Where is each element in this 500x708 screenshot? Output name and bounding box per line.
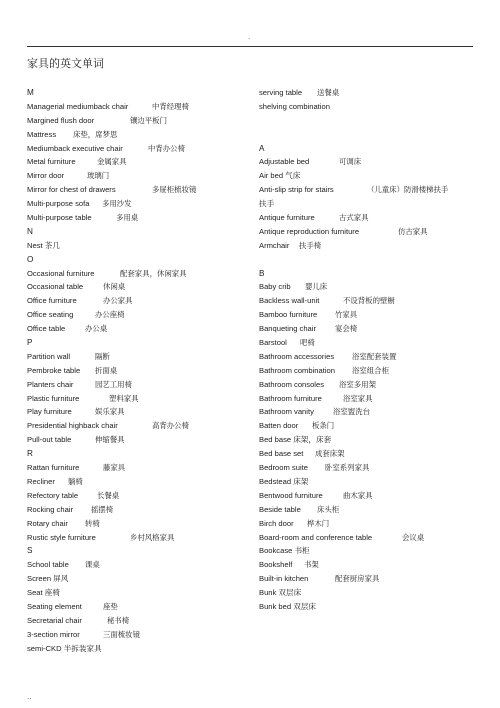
english-term: Bookshelf xyxy=(259,560,293,570)
chinese-term: 可调床 xyxy=(339,157,362,167)
chinese-term: 娱乐家具 xyxy=(95,407,125,417)
vocab-entry xyxy=(27,322,242,336)
english-term: P xyxy=(27,338,33,348)
vocab-entry xyxy=(259,447,474,461)
chinese-term: 浴室盥洗台 xyxy=(333,407,370,417)
vocab-entry xyxy=(27,128,242,142)
chinese-term: 办公座椅 xyxy=(95,310,125,320)
english-term: Occasional table xyxy=(27,282,84,292)
chinese-term: 浴室家具 xyxy=(343,393,373,403)
vocab-entry xyxy=(27,433,242,447)
section-letter xyxy=(27,336,242,350)
english-term: Banqueting chair xyxy=(259,324,316,334)
english-term: Seating element xyxy=(27,601,82,611)
vocab-entry xyxy=(259,572,474,586)
english-term: Bathroom furniture xyxy=(259,393,322,403)
chinese-term: 床头柜 xyxy=(317,504,340,514)
vocab-entry xyxy=(259,544,474,558)
chinese-term: 卧室系列家具 xyxy=(325,463,370,473)
chinese-term: 座垫 xyxy=(103,601,118,611)
spacer xyxy=(259,128,474,142)
chinese-term: 休闲桌 xyxy=(103,282,126,292)
vocab-entry xyxy=(259,336,474,350)
vocab-entry xyxy=(259,350,474,364)
vocab-entry xyxy=(27,183,242,197)
page-title: 家具的英文单词 xyxy=(27,57,104,70)
english-term: shelving combination xyxy=(259,101,330,111)
section-letter xyxy=(259,267,474,281)
footer-mark: .. xyxy=(27,692,32,701)
vocab-entry xyxy=(27,572,242,586)
english-term: Anti-slip strip for stairs xyxy=(259,185,334,195)
chinese-term: 藤家具 xyxy=(103,463,126,473)
vocab-entry xyxy=(259,197,474,211)
vocab-entry xyxy=(259,280,474,294)
chinese-term: 折面桌 xyxy=(95,365,118,375)
vocab-entry xyxy=(27,558,242,572)
vocab-entry xyxy=(27,169,242,183)
english-term: Bathroom combination xyxy=(259,365,335,375)
vocab-entry xyxy=(259,503,474,517)
english-term: Office table xyxy=(27,324,66,334)
chinese-term: 高背办公椅 xyxy=(152,421,189,431)
english-term: 3-section mirror xyxy=(27,629,80,639)
vocab-entry xyxy=(27,155,242,169)
english-term: S xyxy=(27,546,33,556)
chinese-term: 多用沙发 xyxy=(102,199,132,209)
chinese-term: 长餐桌 xyxy=(97,490,120,500)
chinese-term: 成套床架 xyxy=(315,449,345,459)
vocab-entry xyxy=(259,239,474,253)
chinese-term: 转椅 xyxy=(85,518,100,528)
english-term: B xyxy=(259,268,265,278)
vocab-entry xyxy=(27,378,242,392)
english-term: M xyxy=(27,88,34,97)
english-term: Armchair xyxy=(259,240,290,250)
chinese-term: 摇摆椅 xyxy=(91,504,114,514)
chinese-term: 浴室组合柜 xyxy=(352,365,389,375)
vocab-entry xyxy=(27,461,242,475)
chinese-term: 多用桌 xyxy=(116,213,139,223)
chinese-term: 秘书椅 xyxy=(107,615,130,625)
english-term: Adjustable bed xyxy=(259,157,310,167)
vocab-entry xyxy=(27,392,242,406)
chinese-term: 办公家具 xyxy=(103,296,133,306)
chinese-term: 婴儿床 xyxy=(305,282,328,292)
vocab-entry xyxy=(259,378,474,392)
section-letter xyxy=(27,225,242,239)
vocab-entry xyxy=(259,322,474,336)
english-term: Play furniture xyxy=(27,407,72,417)
header-rule xyxy=(27,46,473,47)
chinese-term: 扶手椅 xyxy=(299,240,322,250)
section-letter xyxy=(27,447,242,461)
vocab-entry xyxy=(259,86,474,100)
english-term: Mirror for chest of drawers xyxy=(27,185,116,195)
english-term: Presidential highback chair xyxy=(27,421,118,431)
english-term: Managerial mediumback chair xyxy=(27,101,129,111)
english-term: Multi-purpose table xyxy=(27,213,92,223)
chinese-term: 竹家具 xyxy=(335,310,358,320)
english-term: Backless wall-unit xyxy=(259,296,320,306)
english-term: Rattan furniture xyxy=(27,463,80,473)
vocab-entry xyxy=(27,239,242,253)
chinese-term: 办公桌 xyxy=(85,324,108,334)
english-term: Rotary chair xyxy=(27,518,68,528)
english-term: Bedstead 床架 xyxy=(259,476,309,486)
english-term: A xyxy=(259,143,265,153)
vocab-entry xyxy=(27,308,242,322)
chinese-term: 配套厨房家具 xyxy=(335,574,380,584)
english-term: Bunk 双层床 xyxy=(259,588,302,598)
vocab-entry xyxy=(27,531,242,545)
chinese-term: 不设背板的壁橱 xyxy=(343,296,395,306)
english-term: Birch door xyxy=(259,518,294,528)
section-letter xyxy=(27,253,242,267)
vocab-entry xyxy=(259,419,474,433)
vocab-entry xyxy=(27,267,242,281)
vocab-entry xyxy=(27,586,242,600)
vocab-entry xyxy=(259,364,474,378)
english-term: Pembroke table xyxy=(27,365,81,375)
section-letter xyxy=(259,142,474,156)
spacer xyxy=(259,253,474,267)
english-term: Antique furniture xyxy=(259,213,315,223)
vocab-entry xyxy=(27,114,242,128)
english-term: Bathroom consoles xyxy=(259,379,325,389)
chinese-term: 伸缩餐具 xyxy=(95,435,125,445)
chinese-term: 塑料家具 xyxy=(109,393,139,403)
vocab-entry xyxy=(259,586,474,600)
vocab-entry xyxy=(259,558,474,572)
chinese-term: 浴室多用架 xyxy=(339,379,376,389)
english-term: Mirror door xyxy=(27,171,65,181)
english-term: Metal furniture xyxy=(27,157,76,167)
english-term: Bamboo furniture xyxy=(259,310,318,320)
english-term: Mediumback executive chair xyxy=(27,143,123,153)
english-term: N xyxy=(27,226,33,236)
chinese-term: 中背经理椅 xyxy=(152,101,189,111)
chinese-term: （儿童床）防滑楼梯扶手 xyxy=(367,185,449,195)
vocab-entry xyxy=(27,350,242,364)
vocab-entry xyxy=(259,100,474,114)
vocab-entry xyxy=(259,211,474,225)
english-term: O xyxy=(27,254,34,264)
vocab-entry xyxy=(259,155,474,169)
vocab-entry xyxy=(259,517,474,531)
vocab-entry xyxy=(259,308,474,322)
vocab-entry xyxy=(27,405,242,419)
vocab-entry xyxy=(259,183,474,197)
chinese-term: 书架 xyxy=(304,560,319,570)
chinese-term: 三面梳妆镜 xyxy=(103,629,140,639)
chinese-term: 板条门 xyxy=(312,421,335,431)
vocab-entry xyxy=(259,433,474,447)
english-term: Secretarial chair xyxy=(27,615,82,625)
english-term: Margined flush door xyxy=(27,115,95,125)
chinese-term: 中背办公椅 xyxy=(148,143,185,153)
english-term: semi-CKD 半拆装家具 xyxy=(27,643,102,653)
vocab-entry xyxy=(27,294,242,308)
vocab-entry xyxy=(259,392,474,406)
english-term: Bedroom suite xyxy=(259,463,308,473)
vocab-entry xyxy=(27,614,242,628)
english-term: Batten door xyxy=(259,421,299,431)
vocab-entry xyxy=(27,211,242,225)
vocab-entry xyxy=(27,517,242,531)
english-term: Rocking chair xyxy=(27,504,74,514)
vocab-entry xyxy=(27,628,242,642)
vocab-entry xyxy=(27,419,242,433)
english-term: Nest 茶几 xyxy=(27,240,60,250)
english-term: Air bed 气床 xyxy=(259,171,301,181)
english-term: Bentwood furniture xyxy=(259,490,323,500)
spacer xyxy=(259,114,474,128)
chinese-term: 镶边平板门 xyxy=(130,115,167,125)
chinese-term: 吧椅 xyxy=(300,338,315,348)
english-term: Seat 座椅 xyxy=(27,588,60,598)
english-term: Bed base set xyxy=(259,449,304,459)
chinese-term: 床垫，席梦思 xyxy=(73,129,118,139)
vocab-entry xyxy=(27,503,242,517)
vocab-entry xyxy=(259,531,474,545)
english-term: Rustic style furniture xyxy=(27,532,96,542)
english-term: Beside table xyxy=(259,504,301,514)
english-term: Bathroom vanity xyxy=(259,407,314,417)
english-term: Multi-purpose sofa xyxy=(27,199,90,209)
chinese-term: 隔断 xyxy=(95,351,110,361)
chinese-term: 配套家具，休闲家具 xyxy=(120,268,187,278)
chinese-term: 宴会椅 xyxy=(335,324,358,334)
vocab-entry xyxy=(259,405,474,419)
chinese-term: 金属家具 xyxy=(97,157,127,167)
chinese-term: 课桌 xyxy=(85,560,100,570)
chinese-term: 玻璃门 xyxy=(87,171,110,181)
english-term: Pull-out table xyxy=(27,435,72,445)
vocab-entry xyxy=(259,489,474,503)
english-term: 扶手 xyxy=(259,199,275,209)
header-mark: . xyxy=(248,32,251,41)
chinese-term: 多屉柜梳妆镜 xyxy=(152,185,197,195)
vocab-entry xyxy=(259,461,474,475)
english-term: Recliner xyxy=(27,476,55,486)
english-term: Refectory table xyxy=(27,490,79,500)
chinese-term: 园艺工用椅 xyxy=(95,379,132,389)
english-term: Barstool xyxy=(259,338,287,348)
chinese-term: 送餐桌 xyxy=(317,88,340,97)
section-letter xyxy=(27,544,242,558)
english-term: Mattress xyxy=(27,129,57,139)
right-column xyxy=(259,86,474,614)
chinese-term: 仿古家具 xyxy=(398,226,428,236)
english-term: Office furniture xyxy=(27,296,77,306)
english-term: serving table xyxy=(259,88,303,97)
vocab-entry xyxy=(259,225,474,239)
vocab-entry xyxy=(27,364,242,378)
english-term: Baby crib xyxy=(259,282,291,292)
vocab-entry xyxy=(27,197,242,211)
vocab-entry xyxy=(259,475,474,489)
chinese-term: 乡村风格家具 xyxy=(130,532,175,542)
english-term: R xyxy=(27,449,33,459)
chinese-term: 浴室配套装置 xyxy=(352,351,397,361)
left-column xyxy=(27,86,242,656)
chinese-term: 躺椅 xyxy=(68,476,83,486)
vocab-entry xyxy=(27,280,242,294)
english-term: Screen 屏风 xyxy=(27,574,69,584)
english-term: Bed base 床架，床套 xyxy=(259,435,332,445)
vocab-entry xyxy=(259,600,474,614)
vocab-entry xyxy=(27,475,242,489)
english-term: Bathroom accessories xyxy=(259,351,335,361)
vocab-entry xyxy=(27,642,242,656)
english-term: Plastic furniture xyxy=(27,393,80,403)
english-term: Board-room and conference table xyxy=(259,532,373,542)
vocab-entry xyxy=(27,600,242,614)
vocab-entry xyxy=(259,294,474,308)
english-term: Built-in kitchen xyxy=(259,574,309,584)
vocab-entry xyxy=(259,169,474,183)
english-term: Occasional furniture xyxy=(27,268,95,278)
vocab-entry xyxy=(27,100,242,114)
english-term: Partition wall xyxy=(27,351,71,361)
english-term: Office seating xyxy=(27,310,74,320)
english-term: Bunk bed 双层床 xyxy=(259,601,316,611)
chinese-term: 曲木家具 xyxy=(343,490,373,500)
vocab-entry xyxy=(27,489,242,503)
vocab-entry xyxy=(27,142,242,156)
chinese-term: 会议桌 xyxy=(402,532,425,542)
chinese-term: 古式家具 xyxy=(339,213,369,223)
english-term: Antique reproduction furniture xyxy=(259,226,360,236)
english-term: School table xyxy=(27,560,69,570)
english-term: Bookcase 书柜 xyxy=(259,546,310,556)
chinese-term: 桦木门 xyxy=(307,518,330,528)
section-letter xyxy=(27,86,242,100)
english-term: Planters chair xyxy=(27,379,74,389)
